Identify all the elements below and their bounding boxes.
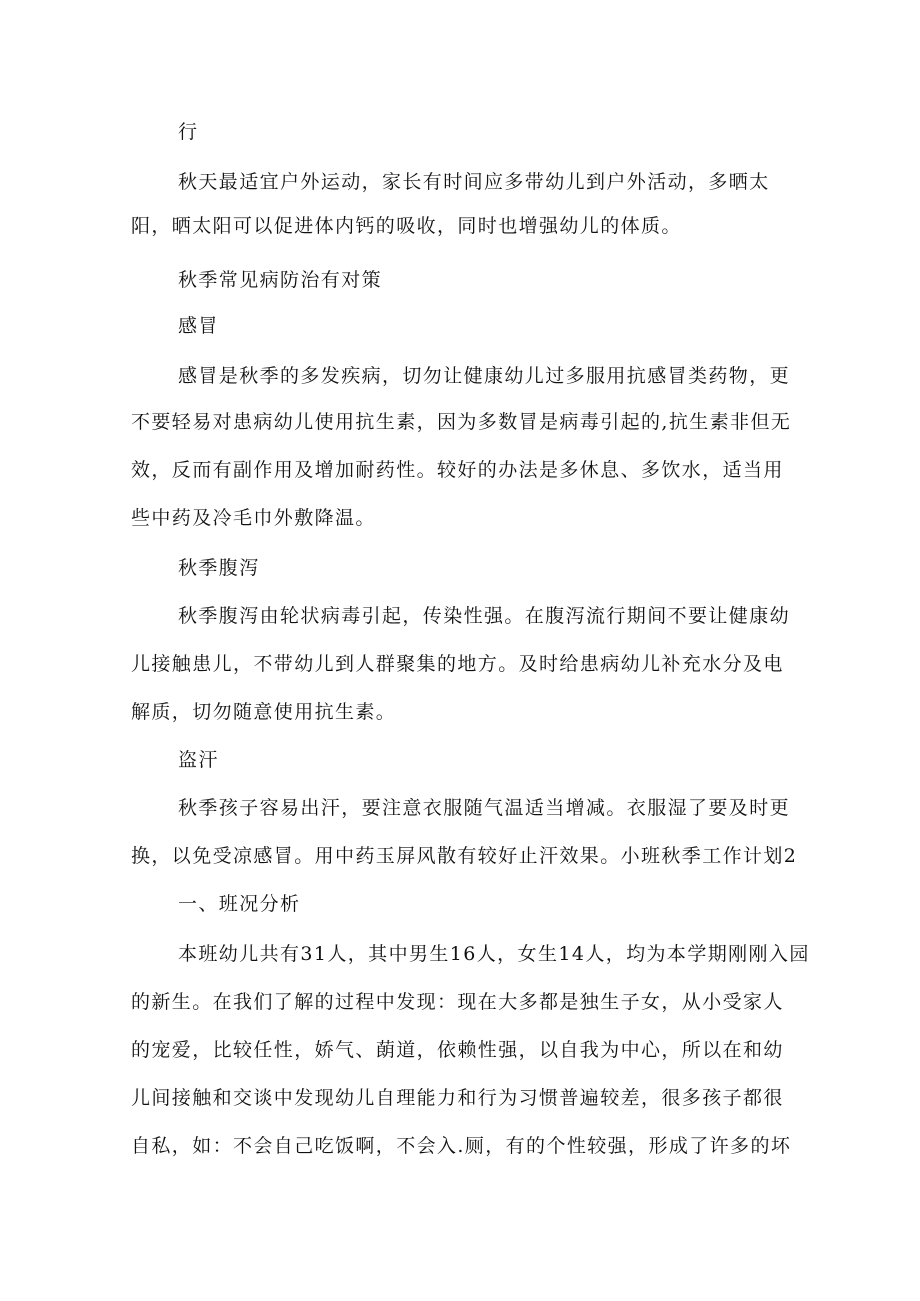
- subheading-diarrhea: 秋季腹泻: [178, 557, 260, 579]
- section-heading: 秋季常见病防治有对策: [178, 269, 383, 291]
- paragraph-line: 儿接触患儿，不带幼儿到人群聚集的地方。及时给患病幼儿补充水分及电: [131, 653, 784, 675]
- paragraph-line: 本班幼儿共有31人，其中男生16人，女生14人，均为本学期刚刚入园: [178, 943, 810, 965]
- paragraph-line: 换，以免受凉感冒。用中药玉屏风散有较好止汗效果。小班秋季工作计划2: [131, 845, 798, 867]
- paragraph-line: 秋天最适宜户外运动，家长有时间应多带幼儿到户外活动，多晒太: [178, 171, 770, 193]
- paragraph-line: 秋季腹泻由轮状病毒引起，传染性强。在腹泻流行期间不要让健康幼: [178, 605, 791, 627]
- subheading-sweating: 盗汗: [178, 749, 219, 771]
- paragraph-line: 感冒是秋季的多发疾病，切勿让健康幼儿过多服用抗感冒类药物，更: [178, 365, 791, 387]
- paragraph-line: 秋季孩子容易出汗，要注意衣服随气温适当增减。衣服湿了要及时更: [178, 797, 791, 819]
- subheading-cold: 感冒: [178, 315, 219, 337]
- paragraph-line: 儿间接触和交谈中发现幼儿自理能力和行为习惯普遍较差，很多孩子都很: [131, 1087, 784, 1109]
- paragraph-line: 效，反而有副作用及增加耐药性。较好的办法是多休息、多饮水，适当用: [131, 459, 784, 481]
- paragraph-line: 的新生。在我们了解的过程中发现：现在大多都是独生子女，从小受家人: [131, 991, 784, 1013]
- paragraph-line: 的宠爱，比较任性，娇气、蓢道，依赖性强，以自我为中心，所以在和幼: [131, 1039, 784, 1061]
- paragraph-line: 自私，如：不会自己吃饭啊，不会入.厕，有的个性较强，形成了许多的坏: [131, 1135, 792, 1157]
- section-heading: 一、班况分析: [178, 893, 301, 915]
- text-line: 行: [178, 121, 199, 143]
- paragraph-line: 不要轻易对患病幼儿使用抗生素，因为多数冒是病毒引起的,抗生素非但无: [131, 411, 792, 433]
- paragraph-line: 些中药及冷毛巾外敷降温。: [131, 507, 376, 529]
- paragraph-line: 阳，晒太阳可以促进体内钙的吸收，同时也增强幼儿的体质。: [131, 215, 682, 237]
- paragraph-line: 解质，切勿随意使用抗生素。: [131, 701, 397, 723]
